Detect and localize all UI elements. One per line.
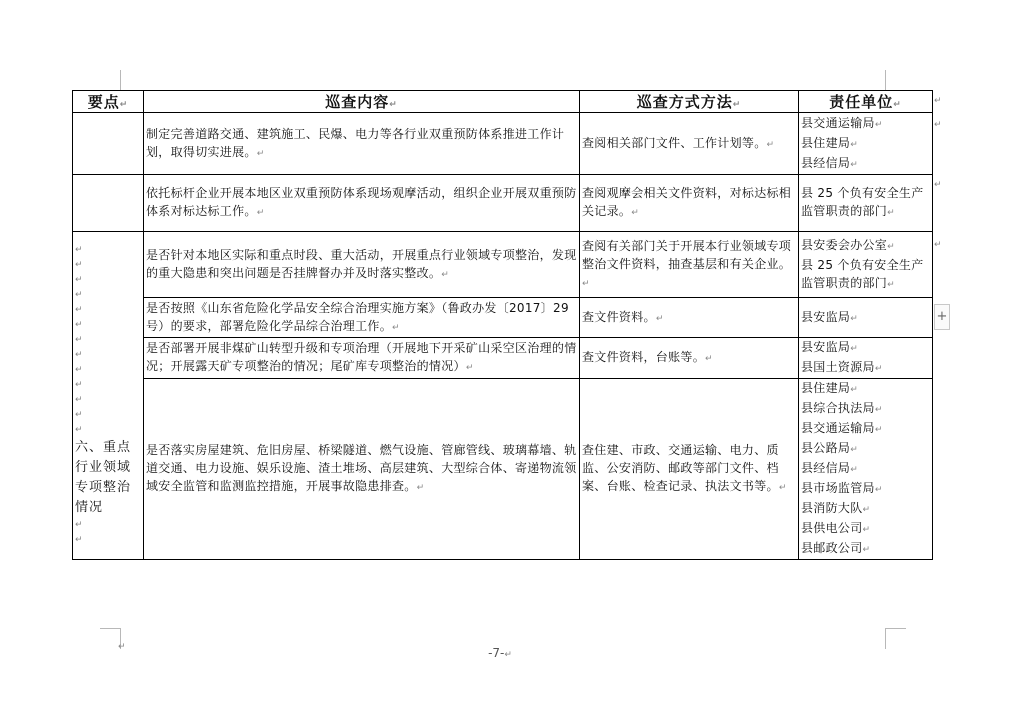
unit-item: 县市场监管局↵ (801, 481, 883, 495)
content-cell: 是否部署开展非煤矿山转型升级和专项治理（开展地下开采矿山采空区治理的情况；开展露天矿专项整治的情况；尾矿库专项整治的情况）↵ (144, 338, 580, 379)
content-cell: 是否落实房屋建筑、危旧房屋、桥梁隧道、燃气设施、管廊管线、玻璃幕墙、轨道交通、电力设施、娱乐设施、渣土堆场、高层建筑、大型综合体、寄递物流领域安全监管和监测监控措施，开展事故隐患排查。↵ (144, 379, 580, 560)
unit-cell (799, 232, 933, 298)
content-cell: 依托标杆企业开展本地区业双重预防体系现场观摩活动，组织企业开展双重预防体系对标达标工作。↵ (144, 175, 580, 232)
unit-item: 县住建局↵ (801, 381, 859, 395)
table-row (73, 113, 933, 175)
table-row (73, 298, 933, 338)
unit-cell: 县安监局↵ (799, 298, 933, 338)
unit-item: 县交通运输局↵ (801, 421, 883, 435)
unit-cell: 县 25 个负有安全生产监管职责的部门↵ (799, 175, 933, 232)
unit-item: 县安委会办公室↵ (801, 237, 895, 252)
page-number: -7-↵ (488, 646, 512, 660)
method-cell: 查住建、市政、交通运输、电力、质监、公安消防、邮政等部门文件、档案、台账、检查记录、执法文书等。↵ (580, 379, 799, 560)
content-cell: 制定完善道路交通、建筑施工、民爆、电力等各行业双重预防体系推进工作计划，取得切实进展。↵ (144, 113, 580, 175)
unit-item: 县消防大队↵ (801, 501, 871, 515)
unit-item: 县国土资源局↵ (801, 360, 883, 374)
section-label: 六、重点行业领域专项整治情况 (75, 440, 132, 515)
method-cell: 查阅观摩会相关文件资料，对标达标相关记录。↵ (580, 175, 799, 232)
paragraph-mark-icon: ↵ (118, 642, 126, 652)
paragraph-mark-icon: ↵ (934, 96, 942, 106)
unit-item: 县经信局↵ (801, 461, 859, 475)
table-row (73, 379, 933, 560)
paragraph-mark-icon: ↵ (934, 120, 942, 130)
table-row (73, 232, 933, 298)
header-content: 巡查内容↵ (144, 91, 580, 113)
unit-item: 县 25 个负有安全生产监管职责的部门↵ (801, 257, 924, 290)
crop-mark-bottom-right (885, 628, 906, 649)
paragraph-mark-icon: ↵ (934, 240, 942, 250)
method-cell: 查文件资料，台账等。↵ (580, 338, 799, 379)
paragraph-mark-icon: ↵ (934, 180, 942, 190)
key-point-cell-section-six (73, 232, 144, 560)
table-row (73, 338, 933, 379)
paragraph-marks: ↵ ↵ (75, 520, 83, 545)
crop-mark-top-right (885, 70, 906, 91)
content-cell: 是否针对本地区实际和重点时段、重大活动，开展重点行业领域专项整治，发现的重大隐患和突出问题是否挂牌督办并及时落实整改。↵ (144, 232, 580, 298)
table-header-row (73, 91, 933, 113)
method-cell: 查文件资料。↵ (580, 298, 799, 338)
method-cell: 查阅相关部门文件、工作计划等。↵ (580, 113, 799, 175)
key-point-cell (73, 113, 144, 175)
table-row (73, 175, 933, 232)
paragraph-marks: ↵ ↵ ↵ ↵ ↵ ↵ ↵ ↵ ↵ ↵ ↵ ↵ ↵ (75, 245, 83, 435)
key-point-cell (73, 175, 144, 232)
inspection-table (72, 90, 933, 560)
unit-item: 县邮政公司↵ (801, 541, 871, 555)
unit-item: 县综合执法局↵ (801, 401, 883, 415)
method-cell: 查阅有关部门关于开展本行业领域专项整治文件资料，抽查基层和有关企业。↵ (580, 232, 799, 298)
unit-item: 县公路局↵ (801, 441, 859, 455)
header-method: 巡查方式方法↵ (580, 91, 799, 113)
unit-cell (799, 338, 933, 379)
unit-cell (799, 379, 933, 560)
header-key-point: 要点↵ (73, 91, 144, 113)
unit-item: 县住建局↵ (801, 135, 859, 150)
unit-item: 县供电公司↵ (801, 521, 871, 535)
unit-item: 县经信局↵ (801, 155, 859, 170)
unit-cell (799, 113, 933, 175)
header-responsible-unit: 责任单位↵ (799, 91, 933, 113)
unit-item: 县交通运输局↵ (801, 115, 883, 130)
unit-item: 县安监局↵ (801, 340, 859, 354)
crop-mark-top-left (100, 70, 121, 91)
add-row-button[interactable]: + (934, 304, 950, 330)
content-cell: 是否按照《山东省危险化学品安全综合治理实施方案》（鲁政办发〔2017〕29 号）的要求，部署危险化学品综合治理工作。↵ (144, 298, 580, 338)
